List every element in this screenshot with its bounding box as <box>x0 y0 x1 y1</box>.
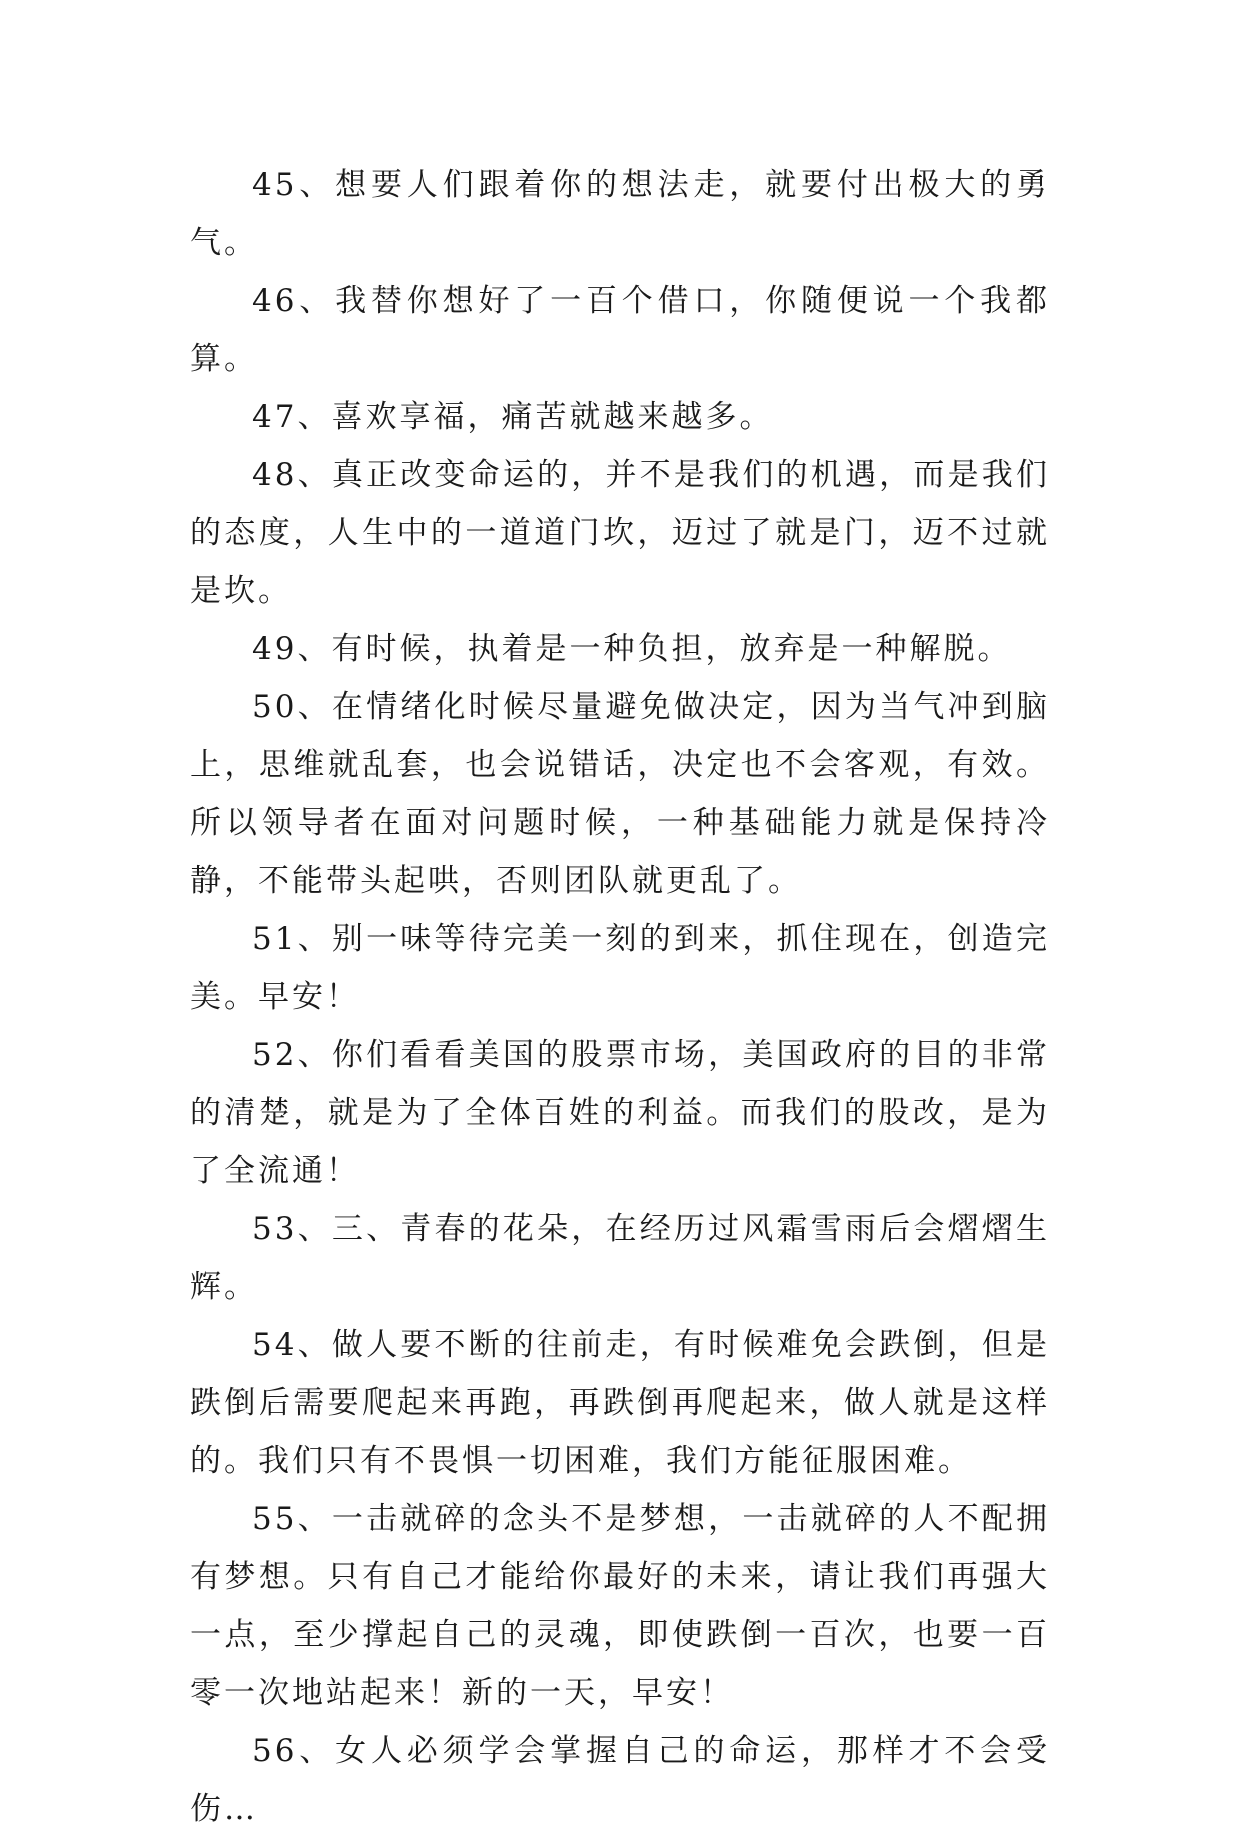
paragraph-50: 50、在情绪化时候尽量避免做决定，因为当气冲到脑上，思维就乱套，也会说错话，决定也不会客观，有效。所以领导者在面对问题时候，一种基础能力就是保持冷静，不能带头起哄，否则团队就更乱了。 <box>190 689 1050 899</box>
paragraph-46: 46、我替你想好了一百个借口，你随便说一个我都算。 <box>190 283 1050 377</box>
paragraph-49: 49、有时候，执着是一种负担，放弃是一种解脱。 <box>252 631 1012 667</box>
paragraph-55: 55、一击就碎的念头不是梦想，一击就碎的人不配拥有梦想。只有自己才能给你最好的未来，请让我们再强大一点，至少撑起自己的灵魂，即使跌倒一百次，也要一百零一次地站起来！新的一天，早安！ <box>190 1501 1050 1711</box>
paragraph-51: 51、别一味等待完美一刻的到来，抓住现在，创造完美。早安！ <box>190 921 1050 1015</box>
paragraph-53: 53、三、青春的花朵，在经历过风霜雪雨后会熠熠生辉。 <box>190 1211 1050 1305</box>
paragraph-47: 47、喜欢享福，痛苦就越来越多。 <box>252 399 774 435</box>
paragraph-54: 54、做人要不断的往前走，有时候难免会跌倒，但是跌倒后需要爬起来再跑，再跌倒再爬起来，做人就是这样的。我们只有不畏惧一切困难，我们方能征服困难。 <box>190 1327 1050 1479</box>
paragraph-52: 52、你们看看美国的股票市场，美国政府的目的非常的清楚，就是为了全体百姓的利益。而我们的股改，是为了全流通！ <box>190 1037 1050 1189</box>
document-body <box>190 156 1050 1838</box>
paragraph-45: 45、想要人们跟着你的想法走，就要付出极大的勇气。 <box>190 167 1050 261</box>
paragraph-56: 56、女人必须学会掌握自己的命运，那样才不会受伤… <box>190 1733 1050 1827</box>
paragraph-48: 48、真正改变命运的，并不是我们的机遇，而是我们的态度，人生中的一道道门坎，迈过了就是门，迈不过就是坎。 <box>190 457 1050 609</box>
